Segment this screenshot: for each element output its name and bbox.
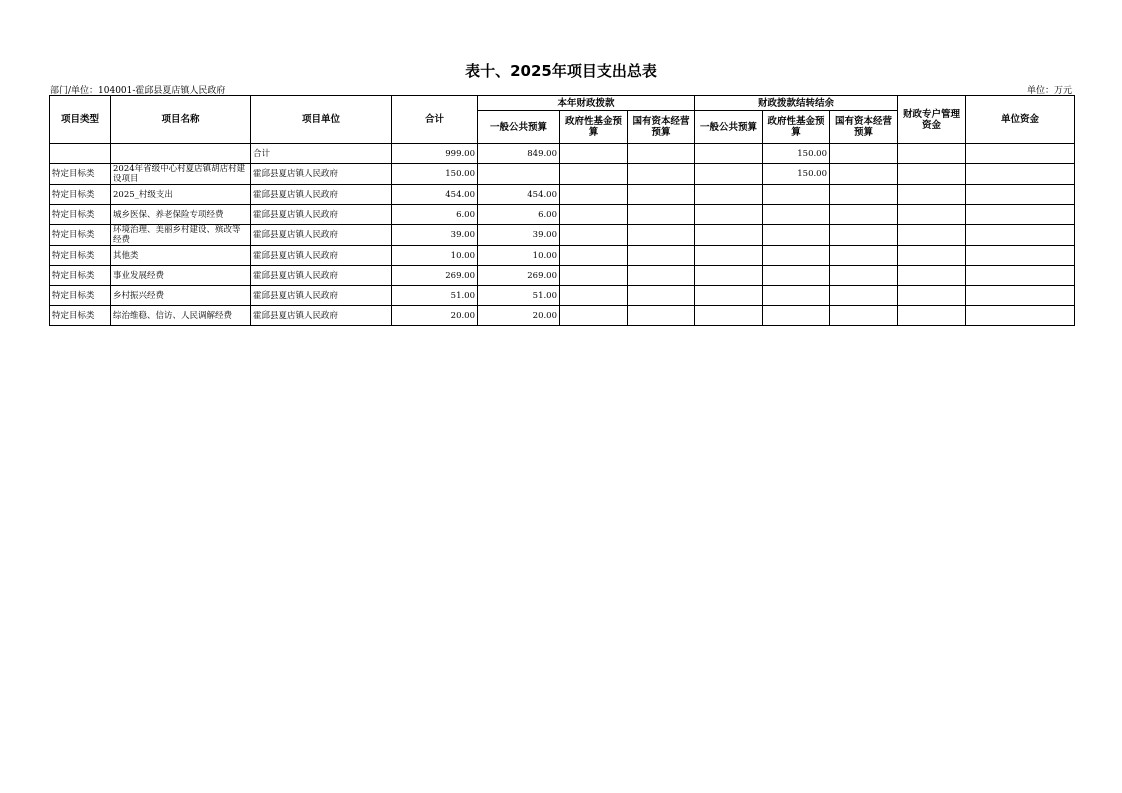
cell-project-name xyxy=(111,144,251,164)
cell-unit-funds xyxy=(966,164,1075,185)
cell-co-gov-fund-budget xyxy=(763,225,830,246)
cell-cy-state-capital-budget xyxy=(628,164,695,185)
cell-cy-gov-fund-budget xyxy=(560,144,628,164)
cell-co-state-capital-budget xyxy=(830,205,898,225)
cell-project-name: 乡村振兴经费 xyxy=(111,286,251,306)
cell-co-gov-fund-budget xyxy=(763,266,830,286)
cell-co-state-capital-budget xyxy=(830,306,898,326)
header-project-type: 项目类型 xyxy=(50,96,111,144)
cell-project-unit: 合计 xyxy=(251,144,392,164)
table-row xyxy=(50,266,1075,286)
total-row xyxy=(50,144,1075,164)
header-co-state-capital-budget: 国有资本经营预算 xyxy=(830,111,898,144)
table-row xyxy=(50,286,1075,306)
cell-total: 20.00 xyxy=(392,306,478,326)
table-row xyxy=(50,246,1075,266)
header-cy-gov-fund-budget: 政府性基金预算 xyxy=(560,111,628,144)
cell-cy-general-budget: 269.00 xyxy=(478,266,560,286)
cell-cy-state-capital-budget xyxy=(628,225,695,246)
header-total: 合计 xyxy=(392,96,478,144)
cell-project-unit: 霍邱县夏店镇人民政府 xyxy=(251,225,392,246)
cell-project-name: 其他类 xyxy=(111,246,251,266)
cell-co-general-budget xyxy=(695,306,763,326)
cell-project-name: 事业发展经费 xyxy=(111,266,251,286)
cell-cy-gov-fund-budget xyxy=(560,164,628,185)
cell-total: 39.00 xyxy=(392,225,478,246)
cell-co-general-budget xyxy=(695,266,763,286)
cell-cy-state-capital-budget xyxy=(628,205,695,225)
cell-cy-state-capital-budget xyxy=(628,286,695,306)
header-carryover-group: 财政拨款结转结余 xyxy=(695,96,898,111)
cell-cy-gov-fund-budget xyxy=(560,306,628,326)
cell-co-general-budget xyxy=(695,164,763,185)
header-cy-state-capital-budget: 国有资本经营预算 xyxy=(628,111,695,144)
header-cy-general-budget: 一般公共预算 xyxy=(478,111,560,144)
cell-cy-general-budget: 849.00 xyxy=(478,144,560,164)
header-project-name: 项目名称 xyxy=(111,96,251,144)
cell-project-name: 综治维稳、信访、人民调解经费 xyxy=(111,306,251,326)
cell-project-name: 环境治理、美丽乡村建设、殡改等经费 xyxy=(111,225,251,246)
header-co-general-budget: 一般公共预算 xyxy=(695,111,763,144)
header-co-gov-fund-budget: 政府性基金预算 xyxy=(763,111,830,144)
table-row xyxy=(50,225,1075,246)
cell-co-general-budget xyxy=(695,185,763,205)
cell-unit-funds xyxy=(966,286,1075,306)
cell-project-type: 特定目标类 xyxy=(50,225,111,246)
cell-co-general-budget xyxy=(695,144,763,164)
cell-project-type: 特定目标类 xyxy=(50,185,111,205)
cell-co-state-capital-budget xyxy=(830,246,898,266)
cell-unit-funds xyxy=(966,246,1075,266)
cell-project-name: 2025_村级支出 xyxy=(111,185,251,205)
cell-total: 51.00 xyxy=(392,286,478,306)
cell-project-unit: 霍邱县夏店镇人民政府 xyxy=(251,185,392,205)
cell-special-mgmt-funds xyxy=(898,185,966,205)
cell-cy-general-budget: 20.00 xyxy=(478,306,560,326)
cell-total: 6.00 xyxy=(392,205,478,225)
cell-special-mgmt-funds xyxy=(898,144,966,164)
cell-project-type: 特定目标类 xyxy=(50,164,111,185)
cell-project-type: 特定目标类 xyxy=(50,266,111,286)
cell-co-gov-fund-budget: 150.00 xyxy=(763,144,830,164)
cell-co-state-capital-budget xyxy=(830,286,898,306)
cell-project-unit: 霍邱县夏店镇人民政府 xyxy=(251,306,392,326)
cell-co-state-capital-budget xyxy=(830,225,898,246)
cell-project-type xyxy=(50,144,111,164)
cell-project-unit: 霍邱县夏店镇人民政府 xyxy=(251,286,392,306)
cell-project-name: 城乡医保、养老保险专项经费 xyxy=(111,205,251,225)
cell-co-general-budget xyxy=(695,225,763,246)
cell-total: 454.00 xyxy=(392,185,478,205)
cell-total: 999.00 xyxy=(392,144,478,164)
cell-unit-funds xyxy=(966,266,1075,286)
cell-total: 269.00 xyxy=(392,266,478,286)
cell-cy-gov-fund-budget xyxy=(560,266,628,286)
page-title: 表十、2025年项目支出总表 xyxy=(465,62,657,80)
cell-cy-state-capital-budget xyxy=(628,246,695,266)
cell-special-mgmt-funds xyxy=(898,164,966,185)
cell-cy-general-budget: 10.00 xyxy=(478,246,560,266)
cell-co-gov-fund-budget xyxy=(763,246,830,266)
cell-co-state-capital-budget xyxy=(830,144,898,164)
cell-special-mgmt-funds xyxy=(898,286,966,306)
cell-unit-funds xyxy=(966,225,1075,246)
cell-project-unit: 霍邱县夏店镇人民政府 xyxy=(251,164,392,185)
cell-cy-general-budget xyxy=(478,164,560,185)
cell-special-mgmt-funds xyxy=(898,205,966,225)
cell-cy-gov-fund-budget xyxy=(560,225,628,246)
cell-project-type: 特定目标类 xyxy=(50,246,111,266)
cell-cy-state-capital-budget xyxy=(628,185,695,205)
cell-cy-state-capital-budget xyxy=(628,306,695,326)
cell-cy-general-budget: 51.00 xyxy=(478,286,560,306)
header-unit-funds: 单位资金 xyxy=(966,96,1075,144)
cell-project-unit: 霍邱县夏店镇人民政府 xyxy=(251,266,392,286)
cell-co-gov-fund-budget: 150.00 xyxy=(763,164,830,185)
cell-project-type: 特定目标类 xyxy=(50,205,111,225)
cell-cy-general-budget: 6.00 xyxy=(478,205,560,225)
cell-co-state-capital-budget xyxy=(830,164,898,185)
cell-unit-funds xyxy=(966,306,1075,326)
cell-cy-gov-fund-budget xyxy=(560,246,628,266)
table-row xyxy=(50,185,1075,205)
cell-special-mgmt-funds xyxy=(898,266,966,286)
cell-cy-general-budget: 39.00 xyxy=(478,225,560,246)
cell-co-general-budget xyxy=(695,205,763,225)
cell-co-gov-fund-budget xyxy=(763,205,830,225)
cell-cy-gov-fund-budget xyxy=(560,286,628,306)
cell-project-unit: 霍邱县夏店镇人民政府 xyxy=(251,246,392,266)
cell-cy-general-budget: 454.00 xyxy=(478,185,560,205)
header-project-unit: 项目单位 xyxy=(251,96,392,144)
table-row xyxy=(50,205,1075,225)
cell-project-unit: 霍邱县夏店镇人民政府 xyxy=(251,205,392,225)
cell-special-mgmt-funds xyxy=(898,306,966,326)
cell-co-gov-fund-budget xyxy=(763,286,830,306)
cell-co-state-capital-budget xyxy=(830,185,898,205)
cell-unit-funds xyxy=(966,144,1075,164)
cell-cy-gov-fund-budget xyxy=(560,205,628,225)
cell-special-mgmt-funds xyxy=(898,246,966,266)
cell-special-mgmt-funds xyxy=(898,225,966,246)
table-row xyxy=(50,164,1075,185)
cell-cy-state-capital-budget xyxy=(628,266,695,286)
cell-co-general-budget xyxy=(695,246,763,266)
cell-co-state-capital-budget xyxy=(830,266,898,286)
cell-total: 150.00 xyxy=(392,164,478,185)
cell-project-type: 特定目标类 xyxy=(50,306,111,326)
cell-co-gov-fund-budget xyxy=(763,185,830,205)
department-label: 部门/单位：104001-霍邱县夏店镇人民政府 xyxy=(50,86,226,96)
unit-label: 单位：万元 xyxy=(1026,86,1072,96)
cell-cy-state-capital-budget xyxy=(628,144,695,164)
table-row xyxy=(50,306,1075,326)
project-expenditure-table xyxy=(49,95,1075,326)
cell-unit-funds xyxy=(966,205,1075,225)
cell-total: 10.00 xyxy=(392,246,478,266)
cell-project-name: 2024年省级中心村夏店镇胡店村建设项目 xyxy=(111,164,251,185)
cell-co-general-budget xyxy=(695,286,763,306)
cell-project-type: 特定目标类 xyxy=(50,286,111,306)
header-special-mgmt-funds: 财政专户管理资金 xyxy=(898,96,966,144)
cell-cy-gov-fund-budget xyxy=(560,185,628,205)
cell-unit-funds xyxy=(966,185,1075,205)
cell-co-gov-fund-budget xyxy=(763,306,830,326)
header-current-year-group: 本年财政拨款 xyxy=(478,96,695,111)
